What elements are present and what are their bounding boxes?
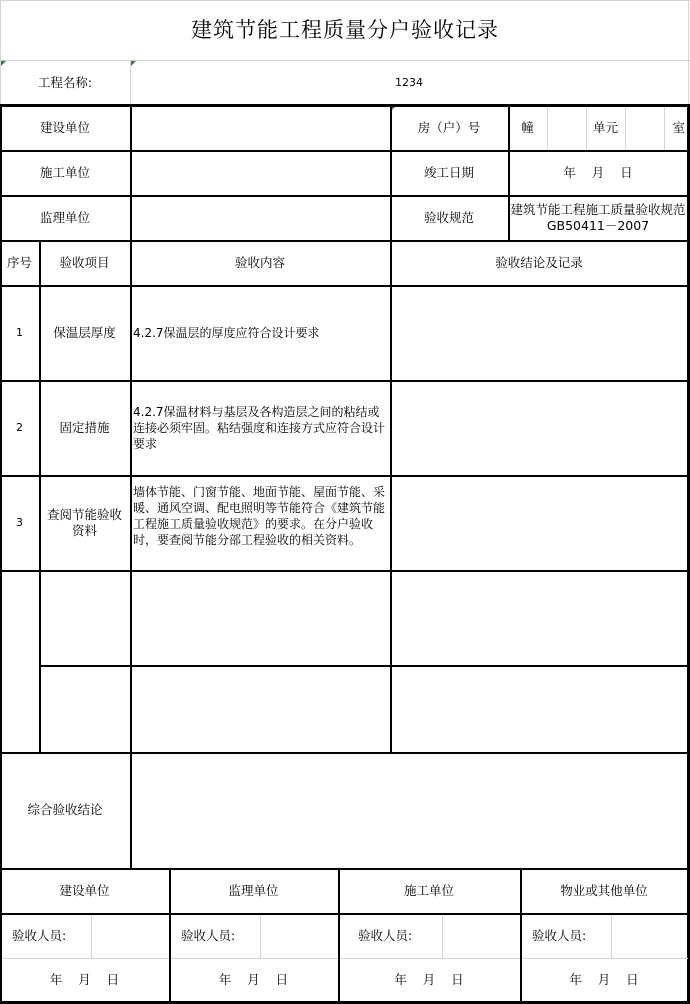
standard-value: 建筑节能工程施工质量验收规范GB50411－2007 (510, 201, 686, 233)
border (0, 913, 690, 915)
border (0, 150, 690, 152)
border (338, 868, 340, 1003)
header-no: 序号 (6, 254, 32, 270)
unit-field[interactable] (625, 105, 664, 150)
row-item: 保温层厚度 (53, 324, 116, 340)
border (0, 868, 690, 870)
supervisor-field[interactable] (130, 195, 390, 240)
building-label: 幢 (521, 119, 534, 135)
border (0, 752, 690, 754)
inspector-field[interactable] (442, 913, 520, 958)
border (0, 380, 690, 382)
row-item: 查阅节能验收资料 (46, 506, 122, 538)
standard-label: 验收规范 (423, 209, 474, 225)
row-no: 3 (16, 515, 23, 529)
signature-date-field[interactable]: 年 月 日 (49, 972, 120, 987)
border (0, 195, 690, 197)
inspector-label: 验收人员: (12, 927, 67, 943)
row-result-field[interactable] (390, 475, 688, 570)
inspector-field[interactable] (611, 913, 688, 958)
signature-date-field[interactable]: 年 月 日 (394, 972, 464, 987)
row-result-field[interactable] (390, 570, 688, 665)
gridline (586, 107, 587, 150)
building-field[interactable] (547, 105, 586, 150)
contractor-field[interactable] (130, 150, 390, 195)
row-content: 4.2.7保温材料与基层及各构造层之间的粘结或连接必须牢固。粘结强度和连接方式应符合设计要求 (133, 404, 386, 451)
border (0, 104, 690, 107)
signature-unit-construction: 建设单位 (59, 882, 110, 898)
gridline (91, 915, 92, 958)
page-title: 建筑节能工程质量分户验收记录 (191, 18, 499, 42)
house-no-label: 房（户）号 (417, 119, 481, 135)
room-label: 室 (672, 119, 685, 135)
row-no: 2 (16, 420, 23, 434)
construction-unit-label: 建设单位 (39, 119, 90, 135)
gridline (611, 915, 612, 958)
row-content[interactable] (130, 570, 390, 665)
row-no[interactable] (0, 570, 39, 752)
signature-date-field[interactable]: 年 月 日 (218, 972, 289, 987)
signature-unit-contractor: 施工单位 (403, 882, 454, 898)
project-name-field[interactable]: 1234 (395, 75, 423, 89)
row-content[interactable] (130, 665, 390, 752)
border (169, 868, 171, 1003)
row-result-field[interactable] (390, 665, 688, 752)
signature-unit-supervisor: 监理单位 (228, 882, 279, 898)
signature-date-field[interactable]: 年 月 日 (569, 972, 639, 987)
row-result-field[interactable] (390, 285, 688, 380)
inspector-field[interactable] (91, 913, 169, 958)
unit-label: 单元 (592, 119, 618, 135)
gridline (625, 107, 626, 150)
gridline (260, 915, 261, 958)
border (0, 475, 690, 477)
border (390, 240, 392, 752)
completion-date-label: 竣工日期 (423, 164, 474, 180)
header-item: 验收项目 (59, 254, 110, 270)
header-content: 验收内容 (234, 254, 285, 270)
inspector-label: 验收人员: (181, 927, 236, 943)
gridline (442, 915, 443, 958)
row-content: 墙体节能、门窗节能、地面节能、屋面节能、采暖、通风空调、配电照明等节能符合《建筑节能工程施工质量验收规范》的要求。在分户验收时，要查阅节能分部工程验收的相关资料。 (133, 485, 386, 547)
border (130, 240, 132, 868)
project-name-label: 工程名称: (37, 74, 93, 90)
contractor-label: 施工单位 (39, 164, 90, 180)
border (508, 104, 510, 240)
row-content: 4.2.7保温层的厚度应符合设计要求 (133, 325, 320, 340)
row-no: 1 (16, 325, 23, 339)
border (39, 665, 690, 667)
inspector-label: 验收人员: (532, 927, 587, 943)
border (520, 868, 522, 1003)
row-item[interactable] (39, 665, 130, 752)
signature-unit-property: 物业或其他单位 (560, 882, 648, 898)
border (390, 104, 392, 240)
border (0, 570, 690, 572)
row-result-field[interactable] (390, 380, 688, 475)
gridline (2, 958, 688, 959)
border (130, 104, 132, 240)
gridline (664, 107, 665, 150)
border (0, 285, 690, 287)
supervisor-label: 监理单位 (39, 209, 90, 225)
inspector-label: 验收人员: (358, 927, 413, 943)
conclusion-label: 综合验收结论 (27, 802, 103, 817)
row-item[interactable] (39, 570, 130, 665)
inspector-field[interactable] (260, 913, 338, 958)
row-item: 固定措施 (59, 419, 110, 435)
border (0, 240, 690, 242)
construction-unit-field[interactable] (130, 105, 390, 150)
border (39, 240, 41, 752)
conclusion-field[interactable] (130, 752, 688, 868)
gridline (547, 107, 548, 150)
header-result: 验收结论及记录 (495, 254, 583, 270)
completion-date-field[interactable]: 年 月 日 (563, 164, 633, 180)
